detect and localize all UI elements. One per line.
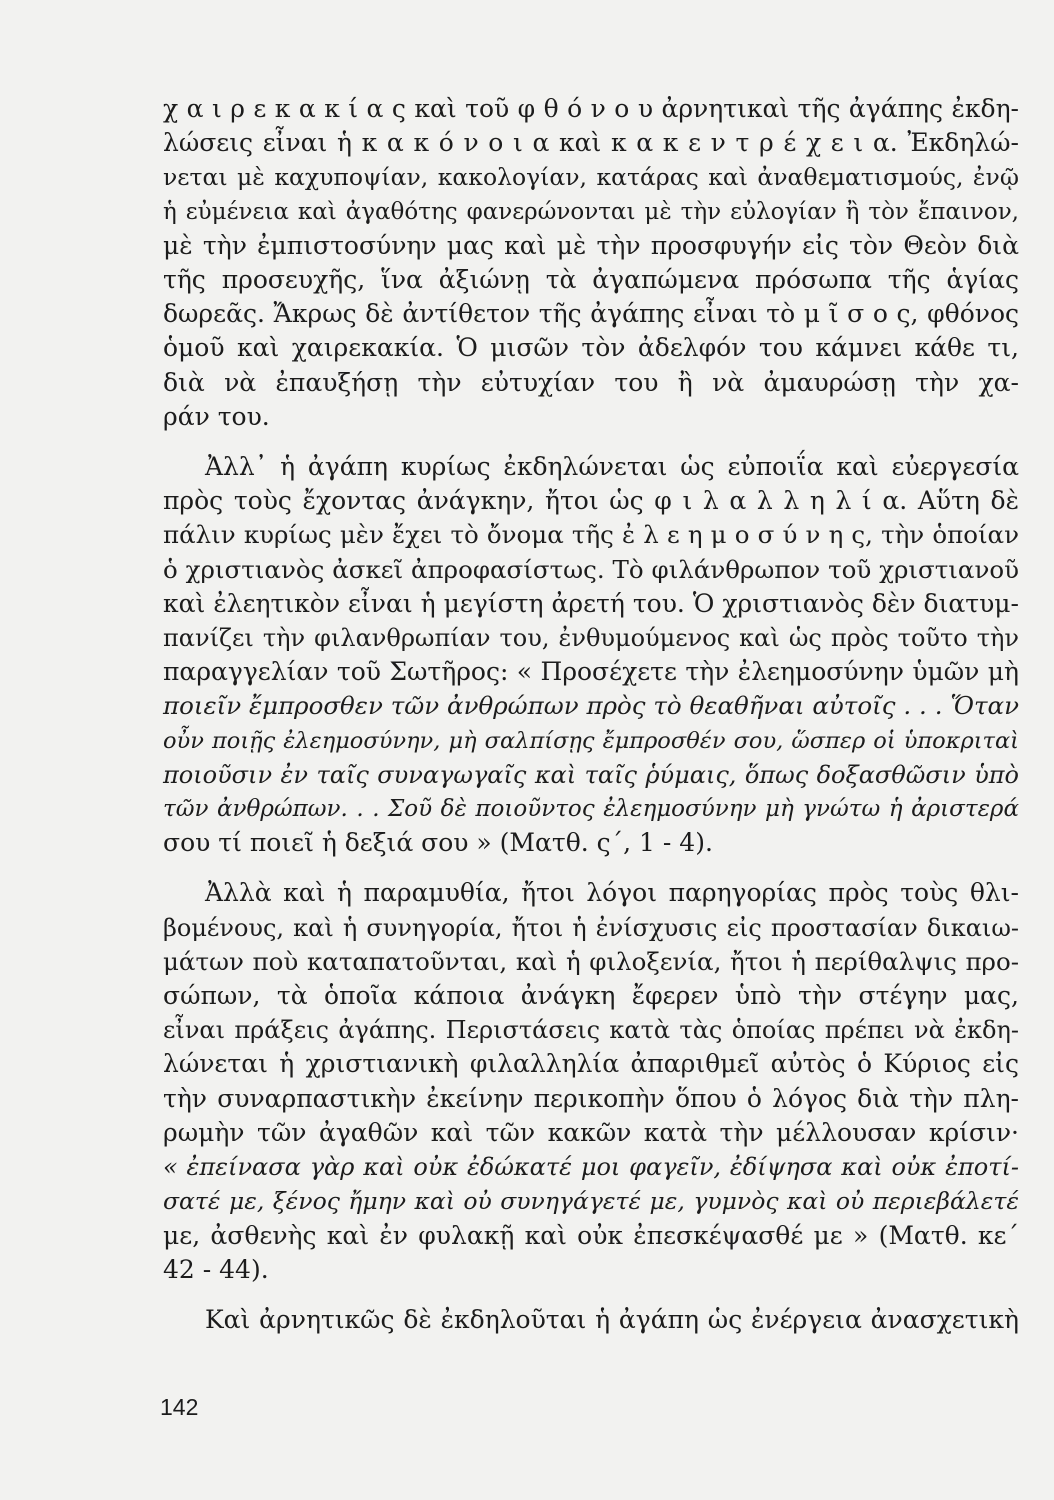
paragraph-1 <box>163 92 1019 434</box>
quote-line: « ἐπείνασα γὰρ καὶ οὐκ ἐδώκατέ μοι φαγεῖν, ἐδίψησα καὶ οὐκ ἐποτί- <box>163 1153 1019 1182</box>
text-line: δωρεᾶς. Ἄκρως δὲ ἀντίθετον τῆς ἀγάπης εἶναι τὸ μ ῖ σ ο ς, φθόνος <box>163 299 1019 329</box>
text-line: πανίζει τὴν φιλανθρωπίαν του, ἐνθυμούμενος καὶ ὡς πρὸς τοῦτο τὴν <box>163 624 1019 653</box>
text-line: Ἀλλ᾽ ἡ ἀγάπη κυρίως ἐκδηλώνεται ὡς εὐποιΐα καὶ εὐεργεσία <box>205 452 1019 482</box>
text-line: ρωμὴν τῶν ἀγαθῶν καὶ τῶν κακῶν κατὰ τὴν μέλλουσαν κρίσιν· <box>163 1117 1019 1147</box>
text-line: λώνεται ἡ χριστιανικὴ φιλαλληλία ἀπαριθμεῖ αὐτὸς ὁ Κύριος εἰς <box>163 1049 1019 1079</box>
page-number: 142 <box>160 1394 199 1420</box>
page-body <box>163 92 1019 1337</box>
text-line: βομένους, καὶ ἡ συνηγορία, ἤτοι ἡ ἐνίσχυσις εἰς προστασίαν δικαιω- <box>163 913 1019 942</box>
text-line: με, ἀσθενὴς καὶ ἐν φυλακῇ καὶ οὐκ ἐπεσκέψασθέ με » (Ματθ. κε΄ <box>163 1220 1019 1250</box>
text-line: Ἀλλὰ καὶ ἡ παραμυθία, ἤτοι λόγοι παρηγορίας πρὸς τοὺς θλι- <box>205 878 1019 908</box>
text-line: νεται μὲ καχυποψίαν, κακολογίαν, κατάρας καὶ ἀναθεματισμούς, ἐνῷ <box>163 163 1019 192</box>
text-line: χ α ι ρ ε κ α κ ί α ς καὶ τοῦ φ θ ό ν ο υ ἀρνητικαὶ τῆς ἀγάπης ἐκδη- <box>163 94 1019 123</box>
paragraph-gap <box>163 1287 1019 1303</box>
text-line: τὴν συναρπαστικὴν ἐκείνην περικοπὴν ὅπου ὁ λόγος διὰ τὴν πλη- <box>163 1083 1019 1113</box>
text-line: καὶ ἐλεητικὸν εἶναι ἡ μεγίστη ἀρετή του. Ὁ χριστιανὸς δὲν διατυμ- <box>163 588 1019 618</box>
text-line: 42 - 44). <box>163 1254 269 1284</box>
text-line: μὲ τὴν ἐμπιστοσύνην μας καὶ μὲ τὴν προσφυγήν εἰς τὸν Θεὸν διὰ <box>163 230 1019 260</box>
text-line: παραγγελίαν τοῦ Σωτῆρος: « Προσέχετε τὴν ἐλεημοσύνην ὑμῶν μὴ <box>163 657 1019 687</box>
paragraph-2 <box>163 450 1019 860</box>
quote-line: οὖν ποιῇς ἐλεημοσύνην, μὴ σαλπίσῃς ἔμπροσθέν σου, ὥσπερ οἱ ὑποκριταὶ <box>163 727 1019 754</box>
text-line: σώπων, τὰ ὁποῖα κάποια ἀνάγκη ἔφερεν ὑπὸ τὴν στέγην μας, <box>163 981 1019 1011</box>
text-line: Καὶ ἀρνητικῶς δὲ ἐκδηλοῦται ἡ ἀγάπη ὡς ἐνέργεια ἀνασχετικὴ <box>205 1304 1019 1334</box>
text-line: ὁ χριστιανὸς ἀσκεῖ ἀπροφασίστως. Τὸ φιλάνθρωπον τοῦ χριστιανοῦ <box>163 554 1019 584</box>
paragraph-gap <box>163 860 1019 876</box>
text-line: ὁμοῦ καὶ χαιρεκακία. Ὁ μισῶν τὸν ἀδελφόν του κάμνει κάθε τι, <box>163 333 1019 363</box>
text-line: ράν του. <box>163 401 270 431</box>
text-line: διὰ νὰ ἐπαυξήσῃ τὴν εὐτυχίαν του ἢ νὰ ἀμαυρώσῃ τὴν χα- <box>163 367 1019 397</box>
quote-line: σατέ με, ξένος ἤμην καὶ οὐ συνηγάγετέ με, γυμνὸς καὶ οὐ περιεβάλετέ <box>163 1187 1019 1216</box>
quote-line: ποιοῦσιν ἐν ταῖς συναγωγαῖς καὶ ταῖς ῥύμαις, ὅπως δοξασθῶσιν ὑπὸ <box>163 760 1019 789</box>
text-line: εἶναι πράξεις ἀγάπης. Περιστάσεις κατὰ τὰς ὁποίας πρέπει νὰ ἐκδη- <box>163 1016 1019 1045</box>
text-line: σου τί ποιεῖ ἡ δεξιά σου » (Ματθ. ς΄, 1 - 4). <box>163 828 713 858</box>
text-line: πρὸς τοὺς ἔχοντας ἀνάγκην, ἤτοι ὡς φ ι λ α λ λ η λ ί α. Αὕτη δὲ <box>163 486 1019 516</box>
paragraph-3 <box>163 876 1019 1286</box>
text-line: λώσεις εἶναι ἡ κ α κ ό ν ο ι α καὶ κ α κ ε ν τ ρ έ χ ε ι α. Ἐκδηλώ- <box>163 128 1019 158</box>
paragraph-4 <box>163 1303 1019 1337</box>
paragraph-gap <box>163 434 1019 450</box>
text-line: ἡ εὐμένεια καὶ ἀγαθότης φανερώνονται μὲ τὴν εὐλογίαν ἢ τὸν ἔπαινον, <box>163 198 1019 225</box>
text-line: πάλιν κυρίως μὲν ἔχει τὸ ὄνομα τῆς ἐ λ ε η μ ο σ ύ ν η ς, τὴν ὁποίαν <box>163 520 1019 550</box>
text-line: μάτων ποὺ καταπατοῦνται, καὶ ἡ φιλοξενία, ἤτοι ἡ περίθαλψις προ- <box>163 946 1019 976</box>
quote-line: ποιεῖν ἔμπροσθεν τῶν ἀνθρώπων πρὸς τὸ θεαθῆναι αὐτοῖς . . . Ὅταν <box>163 691 1019 721</box>
text-line: τῆς προσευχῆς, ἵνα ἀξιώνῃ τὰ ἀγαπώμενα πρόσωπα τῆς ἁγίας <box>163 265 1019 295</box>
quote-line: τῶν ἀνθρώπων. . . Σοῦ δὲ ποιοῦντος ἐλεημοσύνην μὴ γνώτω ἡ ἀριστερά <box>163 796 1019 823</box>
